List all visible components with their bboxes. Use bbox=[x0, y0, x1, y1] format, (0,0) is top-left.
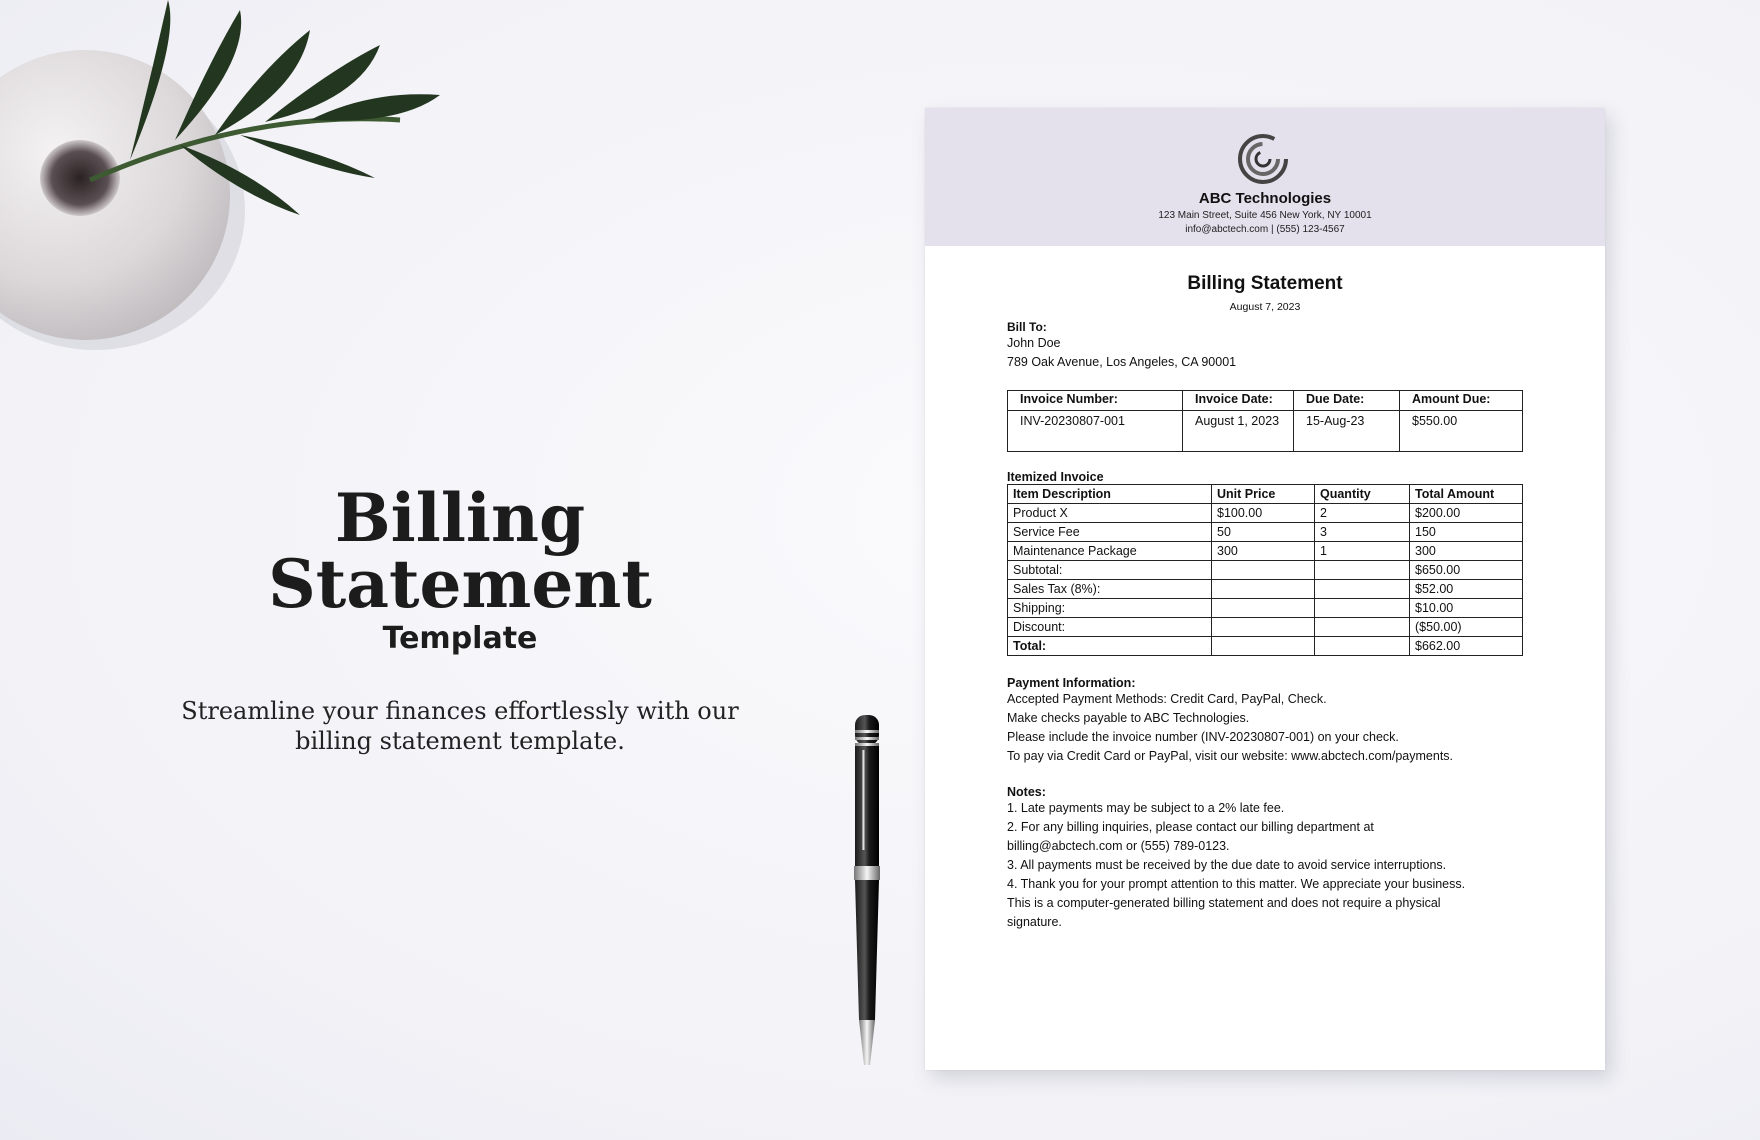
table-cell bbox=[1315, 618, 1410, 637]
note-line: 3. All payments must be received by the due date to avoid service interruptions. bbox=[1007, 858, 1447, 872]
promo-description-line: billing statement template. bbox=[295, 727, 625, 755]
table-row bbox=[1008, 599, 1523, 618]
note-line: billing@abctech.com or (555) 789-0123. bbox=[1007, 839, 1230, 853]
table-cell: $52.00 bbox=[1410, 580, 1523, 599]
table-cell: Total: bbox=[1008, 637, 1212, 656]
table-header-row bbox=[1008, 391, 1523, 411]
column-header: Unit Price bbox=[1212, 485, 1315, 504]
abc-logo-icon bbox=[1237, 133, 1289, 185]
statement-title: Billing Statement bbox=[1187, 273, 1343, 294]
table-cell: Sales Tax (8%): bbox=[1008, 580, 1212, 599]
table-cell: Discount: bbox=[1008, 618, 1212, 637]
table-cell: ($50.00) bbox=[1410, 618, 1523, 637]
column-header: Quantity bbox=[1315, 485, 1410, 504]
table-cell bbox=[1315, 580, 1410, 599]
note-line: 1. Late payments may be subject to a 2% late fee. bbox=[1007, 801, 1285, 815]
table-cell: 300 bbox=[1212, 542, 1315, 561]
payment-line: Accepted Payment Methods: Credit Card, PayPal, Check. bbox=[1007, 692, 1327, 706]
document-header bbox=[925, 108, 1605, 246]
promo-title: Billing Statement bbox=[268, 479, 652, 623]
table-cell: $10.00 bbox=[1410, 599, 1523, 618]
table-cell: 3 bbox=[1315, 523, 1410, 542]
table-row-total bbox=[1008, 637, 1523, 656]
table-cell: 1 bbox=[1315, 542, 1410, 561]
table-cell: Maintenance Package bbox=[1008, 542, 1212, 561]
bill-to-name: John Doe bbox=[1007, 336, 1061, 350]
column-header: Total Amount bbox=[1410, 485, 1523, 504]
table-cell: $662.00 bbox=[1410, 637, 1523, 656]
column-header: Invoice Date: bbox=[1183, 391, 1294, 411]
table-cell bbox=[1315, 599, 1410, 618]
column-header: Item Description bbox=[1008, 485, 1212, 504]
payment-line: Make checks payable to ABC Technologies. bbox=[1007, 711, 1250, 725]
amount-due: $550.00 bbox=[1400, 411, 1523, 452]
table-row bbox=[1008, 618, 1523, 637]
note-line: 2. For any billing inquiries, please contact our billing department at bbox=[1007, 820, 1374, 834]
note-line: This is a computer-generated billing statement and does not require a physical bbox=[1007, 896, 1441, 910]
invoice-summary-table bbox=[1007, 390, 1523, 452]
company-name: ABC Technologies bbox=[1198, 190, 1332, 207]
table-cell bbox=[1212, 599, 1315, 618]
table-cell: Product X bbox=[1008, 504, 1212, 523]
table-cell: 300 bbox=[1410, 542, 1523, 561]
payment-line: Please include the invoice number (INV-20230807-001) on your check. bbox=[1007, 730, 1399, 744]
vase-decoration bbox=[0, 0, 520, 360]
bill-to-heading: Bill To: bbox=[1007, 320, 1047, 334]
note-line: signature. bbox=[1007, 915, 1062, 929]
promo-description bbox=[150, 696, 770, 756]
table-cell: $650.00 bbox=[1410, 561, 1523, 580]
table-cell: Shipping: bbox=[1008, 599, 1212, 618]
table-cell: $100.00 bbox=[1212, 504, 1315, 523]
bill-to-address: 789 Oak Avenue, Los Angeles, CA 90001 bbox=[1007, 355, 1237, 369]
column-header: Amount Due: bbox=[1400, 391, 1523, 411]
company-address: 123 Main Street, Suite 456 New York, NY 10001 bbox=[1158, 210, 1372, 221]
table-cell bbox=[1315, 561, 1410, 580]
promo-block bbox=[150, 479, 770, 756]
company-contact: info@abctech.com | (555) 123-4567 bbox=[1185, 224, 1345, 235]
notes-heading: Notes: bbox=[1007, 785, 1046, 799]
table-cell bbox=[1315, 637, 1410, 656]
table-cell: Service Fee bbox=[1008, 523, 1212, 542]
table-row bbox=[1008, 411, 1523, 452]
table-row bbox=[1008, 504, 1523, 523]
itemized-table bbox=[1007, 484, 1523, 656]
payment-heading: Payment Information: bbox=[1007, 676, 1136, 690]
promo-subtitle: Template bbox=[382, 621, 538, 656]
table-row bbox=[1008, 580, 1523, 599]
table-cell bbox=[1212, 637, 1315, 656]
column-header: Invoice Number: bbox=[1008, 391, 1183, 411]
table-cell: 2 bbox=[1315, 504, 1410, 523]
pen-decoration bbox=[845, 710, 889, 1075]
table-cell bbox=[1212, 618, 1315, 637]
invoice-date: August 1, 2023 bbox=[1183, 411, 1294, 452]
table-row bbox=[1008, 542, 1523, 561]
table-header-row bbox=[1008, 485, 1523, 504]
table-cell: 150 bbox=[1410, 523, 1523, 542]
table-cell: Subtotal: bbox=[1008, 561, 1212, 580]
document-body bbox=[1007, 246, 1523, 932]
table-row bbox=[1008, 561, 1523, 580]
promo-description-line: Streamline your finances effortlessly with our bbox=[181, 697, 739, 725]
table-cell bbox=[1212, 561, 1315, 580]
column-header: Due Date: bbox=[1294, 391, 1400, 411]
payment-line: To pay via Credit Card or PayPal, visit our website: www.abctech.com/payments. bbox=[1007, 749, 1454, 763]
statement-date: August 7, 2023 bbox=[1229, 301, 1301, 313]
table-row bbox=[1008, 523, 1523, 542]
note-line: 4. Thank you for your prompt attention to this matter. We appreciate your business. bbox=[1007, 877, 1466, 891]
table-cell: 50 bbox=[1212, 523, 1315, 542]
itemized-heading: Itemized Invoice bbox=[1007, 470, 1104, 484]
table-cell bbox=[1212, 580, 1315, 599]
billing-statement-page bbox=[925, 108, 1605, 1070]
due-date: 15-Aug-23 bbox=[1294, 411, 1400, 452]
invoice-number: INV-20230807-001 bbox=[1008, 411, 1183, 452]
table-cell: $200.00 bbox=[1410, 504, 1523, 523]
